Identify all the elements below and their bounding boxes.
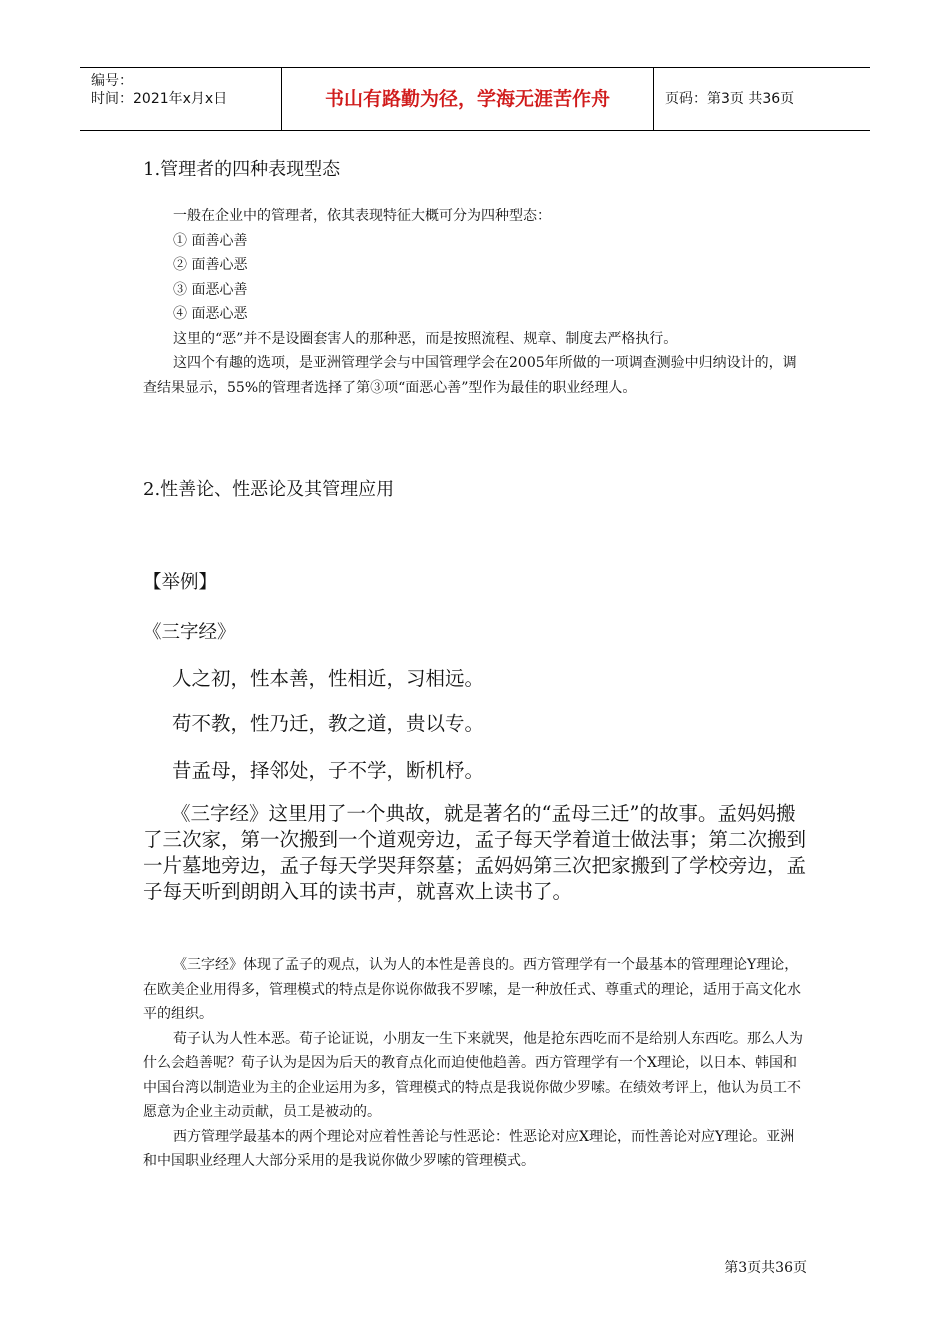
example-label: 【举例】 (143, 572, 218, 593)
type-item: ① 面善心善 (173, 232, 248, 249)
theory-paragraph: 《三字经》体现了孟子的观点，认为人的本性是善良的。西方管理学有一个最基本的管理理论Y理论，在欧美企业用得多，管理模式的特点是你说你做我不罗嗦，是一种放任式、尊重式的理论，适用于高文化水平的组织。 (143, 957, 801, 1022)
section1-survey: 这四个有趣的选项，是亚洲管理学会与中国管理学会在2005年所做的一项调查测验中归纳设计的，调查结果显示，55%的管理者选择了第③项“面恶心善”型作为最佳的职业经理人。 (143, 355, 797, 396)
poem-line: 昔孟母，择邻处，子不学，断机杼。 (172, 759, 485, 782)
story-paragraph (143, 801, 808, 905)
section1-note: 这里的“恶”并不是设圈套害人的那种恶，而是按照流程、规章、制度去严格执行。 (173, 330, 678, 347)
theory-paragraph: 荀子认为人性本恶。荀子论证说，小朋友一生下来就哭，他是抢东西吃而不是给别人东西吃。那么人为什么会趋善呢？荀子认为是因为后天的教育点化而迫使他趋善。西方管理学有一个X理论，以日本、韩国和中国台湾以制造业为主的企业运用为多，管理模式的特点是我说你做少罗嗦。在绩效考评上，他认为员工不愿意为企业主动贡献，员工是被动的。 (143, 1030, 803, 1120)
poem-line: 人之初，性本善，性相近，习相远。 (172, 667, 485, 690)
header-motto: 书山有路勤为径，学海无涯苦作舟 (282, 68, 654, 130)
book-title: 《三字经》 (143, 622, 236, 643)
page-header (80, 67, 870, 131)
document-date-label: 时间：2021年x月x日 (91, 91, 228, 107)
section1-heading: 1.管理者的四种表现型态 (143, 159, 341, 180)
theory-paragraphs (143, 953, 808, 1174)
header-page-label: 页码：第3页 共36页 (665, 91, 795, 107)
document-number-label: 编号： (91, 73, 133, 89)
section2-heading: 2.性善论、性恶论及其管理应用 (143, 479, 395, 500)
theory-paragraph: 西方管理学最基本的两个理论对应着性善论与性恶论：性恶论对应X理论，而性善论对应Y理论。亚洲和中国职业经理人大部分采用的是我说你做少罗嗦的管理模式。 (143, 1128, 795, 1169)
header-meta (80, 68, 282, 130)
page-footer: 第3页共36页 (724, 1260, 807, 1276)
type-item: ④ 面恶心恶 (173, 306, 248, 322)
poem-line: 苟不教，性乃迁，教之道，贵以专。 (172, 712, 485, 735)
type-item: ③ 面恶心善 (173, 281, 248, 298)
section1-body (143, 204, 808, 400)
type-item: ② 面善心恶 (173, 257, 248, 273)
story-text: 《三字经》这里用了一个典故，就是著名的“孟母三迁”的故事。孟妈妈搬了三次家，第一次搬到一个道观旁边，孟子每天学着道士做法事；第二次搬到一片墓地旁边，孟子每天学哭拜祭墓；孟妈妈第三次把家搬到了学校旁边，孟子每天听到朗朗入耳的读书声，就喜欢上读书了。 (143, 802, 807, 903)
section1-intro: 一般在企业中的管理者，依其表现特征大概可分为四种型态： (173, 208, 551, 224)
